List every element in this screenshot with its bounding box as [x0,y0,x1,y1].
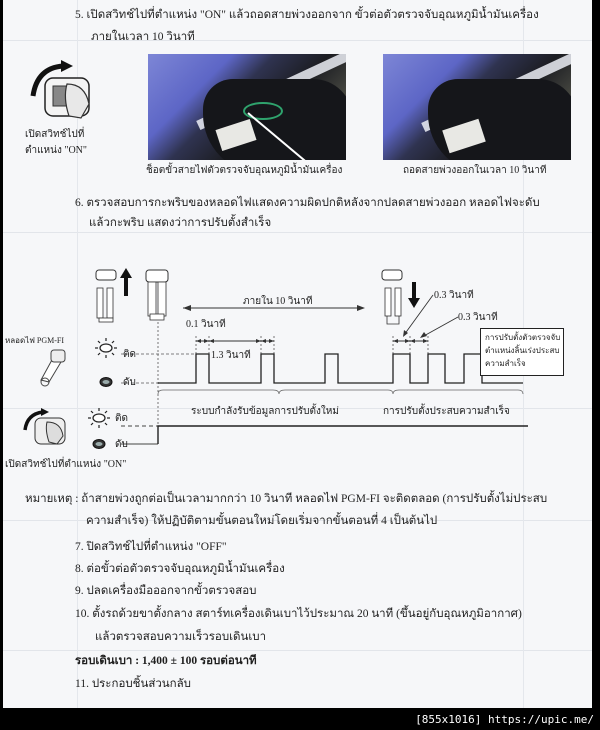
box-line-3: ความสำเร็จ [485,359,526,368]
pgm-fi-lamp-label: หลอดไฟ PGM-FI [5,336,64,345]
lamp-off-label: ดับ [123,377,136,388]
step8: 8. ต่อขั้วต่อตัวตรวจจับอุณหภูมิน้ำมันเครื่อง [75,563,285,575]
time-1-3-label: 1.3 วินาที [211,350,251,361]
manual-page [3,0,592,708]
time-0-1-label: 0.1 วินาที [186,319,226,330]
within-10s-label: ภายใน 10 วินาที [243,296,313,307]
arrow-up-icon [120,268,132,296]
ign-on-label: ติด [115,413,128,424]
photo-sensor-connector-shorted [148,54,346,160]
box-line-2: ตำแหน่งลิ้นเร่งประสบ [485,346,560,355]
switch-caption-2: ตำแหน่ง "ON" [25,145,87,156]
box-line-1: การปรับตั้งตัวตรวจจับ [485,333,561,342]
note-line2: ความสำเร็จ) ให้ปฏิบัติตามขั้นตอนใหม่โดยเริ่มจากขั้นตอนที่ 4 เป็นต้นไป [86,515,438,527]
lamp-lit-icon-2 [88,408,110,428]
photo2-caption: ถอดสายพ่วงออกในเวลา 10 วินาที [403,165,547,176]
ghost-line [3,232,592,233]
step10-line1: 10. ตั้งรถด้วยขาตั้งกลาง สตาร์ทเครื่องเดินเบาไว้ประมาณ 20 นาที (ขึ้นอยู่กับอุณหภูมิอากาศ) [75,608,522,620]
lamp-on-label: ติด [123,349,136,360]
pgm-fi-lamp-icon [41,350,65,386]
upic-watermark: [855x1016] https://upic.me/ [415,713,594,726]
time-0-3-b-label: 0.3 วินาที [458,312,498,323]
switch-caption-1: เปิดสวิทช์ไปที่ [25,129,85,140]
lamp-lit-icon [95,338,117,358]
connector-icon-removed [382,270,402,324]
step5-line2: ภายในเวลา 10 วินาที [91,31,195,43]
photo1-caption: ช็อตขั้วสายไฟตัวตรวจจับอุณหภูมิน้ำมันเครื่อง [146,165,343,176]
step7: 7. ปิดสวิทช์ไปที่ตำแหน่ง "OFF" [75,541,227,553]
photo-jumper-removed [383,54,571,160]
lamp-off-icon-2 [93,440,105,449]
step9: 9. ปลดเครื่องมือออกจากขั้วตรวจสอบ [75,585,257,597]
step6-line1: 6. ตรวจสอบการกะพริบของหลอดไฟแสดงความผิดปกติหลังจากปลดสายพ่วงออก หลอดไฟจะดับ [75,197,540,209]
lamp-off-icon [100,378,112,387]
tp-sensor-reset-success-box [480,328,564,376]
step5-line1: 5. เปิดสวิทช์ไปที่ตำแหน่ง "ON" แล้วถอดสายพ่วงออกจาก ขั้วต่อตัวตรวจจับอุณหภูมิน้ำมันเครื่อง [75,9,539,21]
connector-icon-separated [96,270,116,322]
note-line1: หมายเหตุ : ถ้าสายพ่วงถูกต่อเป็นเวลามากกว่า 10 วินาที หลอดไฟ PGM-FI จะติดตลอด (การปรับตั้งไม่ประสบ [25,493,548,505]
ignition-switch-icon [23,58,103,122]
arrow-down-icon [408,282,420,308]
idle-speed-spec: รอบเดินเบา : 1,400 ± 100 รอบต่อนาที [75,655,257,667]
receiving-data-label: ระบบกำลังรับข้อมูลการปรับตั้งใหม่ [191,406,339,417]
reset-success-label: การปรับตั้งประสบความสำเร็จ [383,406,510,417]
step10-line2: แล้วตรวจสอบความเร็วรอบเดินเบา [95,631,267,643]
ign-off-label: ดับ [115,439,128,450]
ghost-line [3,650,592,651]
step6-line2: แล้วกะพริบ แสดงว่าการปรับตั้งสำเร็จ [89,217,272,229]
time-0-3-a-label: 0.3 วินาที [434,290,474,301]
connector-icon-joined [146,270,168,320]
step11: 11. ประกอบชิ้นส่วนกลับ [75,678,191,690]
ignition-switch-icon-small [25,408,65,444]
switch-on-caption: เปิดสวิทช์ไปที่ตำแหน่ง "ON" [5,459,127,470]
